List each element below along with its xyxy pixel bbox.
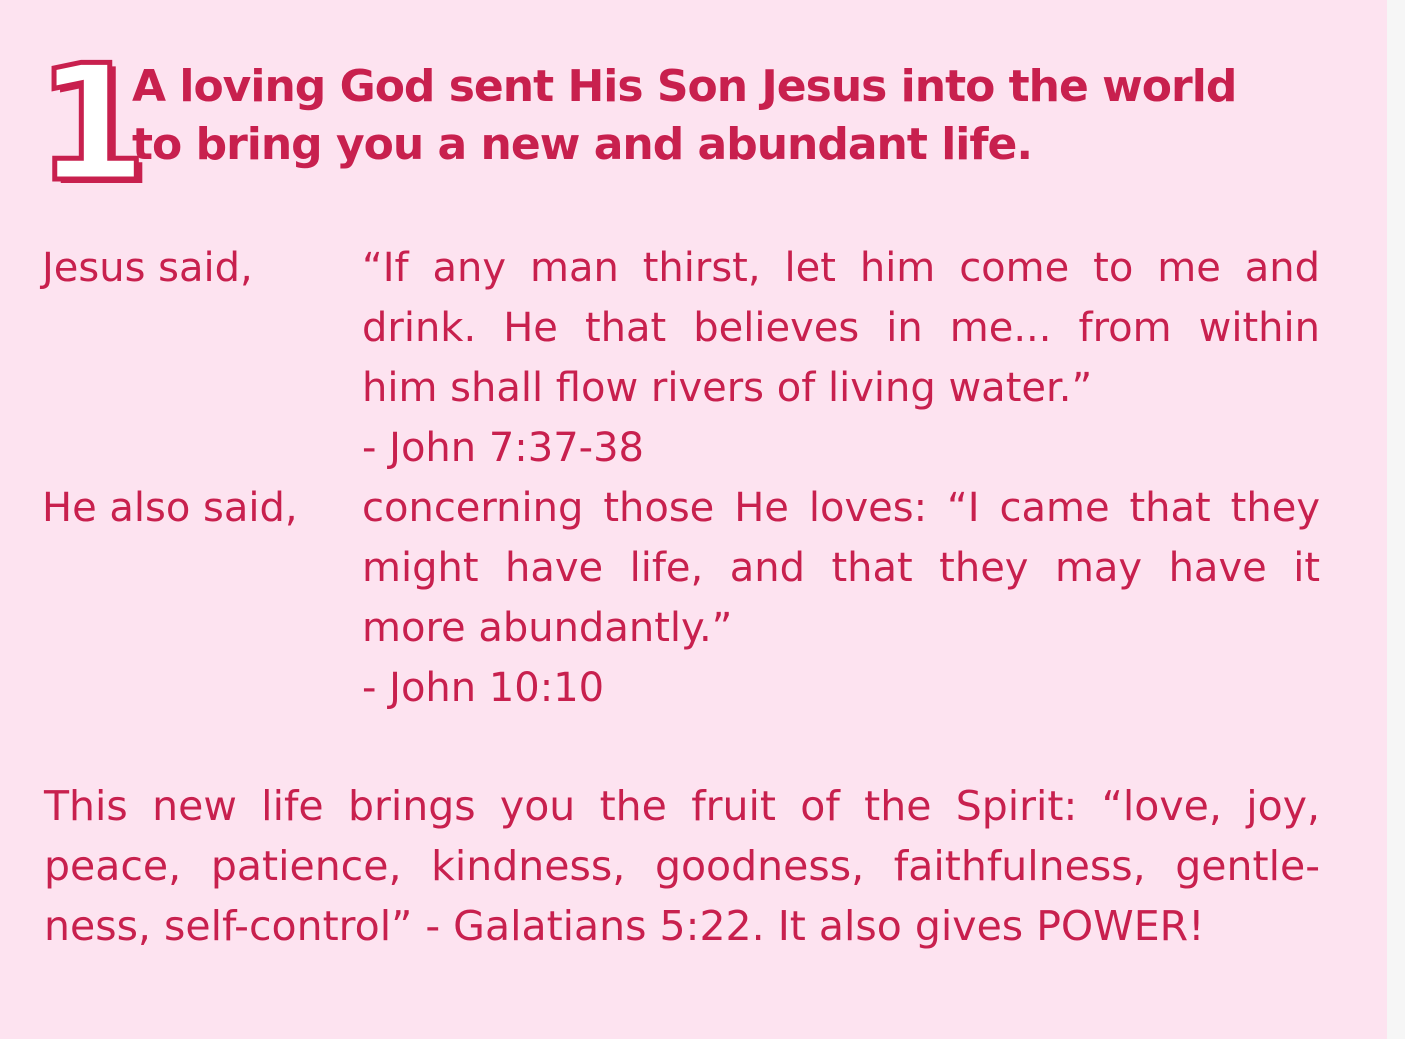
scripture-citation: - John 10:10	[362, 665, 605, 711]
closing-line: peace, patience, kindness, goodness, faithfulness, gentle-	[44, 842, 1320, 890]
scripture-quote	[362, 238, 1320, 478]
quote-line: concerning those He loves: “I came that they	[362, 485, 1320, 531]
section-heading	[132, 58, 1332, 174]
quote-line: him shall flow rivers of living water.”	[362, 365, 1093, 411]
heading-line-1: A loving God sent His Son Jesus into the world	[132, 61, 1237, 112]
step-number: 1	[36, 30, 148, 217]
quote-line: might have life, and that they may have it	[362, 545, 1320, 591]
page-edge	[1387, 0, 1405, 1039]
speaker-label: Jesus said,	[42, 245, 253, 291]
closing-line: ness, self-control” - Galatians 5:22. It also gives POWER!	[44, 902, 1205, 950]
quote-line: more abundantly.”	[362, 605, 733, 651]
speaker-label: He also said,	[42, 485, 298, 531]
closing-paragraph	[44, 776, 1320, 956]
heading-line-2: to bring you a new and abundant life.	[132, 119, 1033, 170]
quote-line: drink. He that believes in me... from within	[362, 305, 1320, 351]
scripture-quote	[362, 478, 1320, 718]
quote-line: “If any man thirst, let him come to me and	[362, 245, 1320, 291]
closing-line: This new life brings you the fruit of the Spirit: “love, joy,	[44, 782, 1320, 830]
scripture-citation: - John 7:37-38	[362, 425, 644, 471]
